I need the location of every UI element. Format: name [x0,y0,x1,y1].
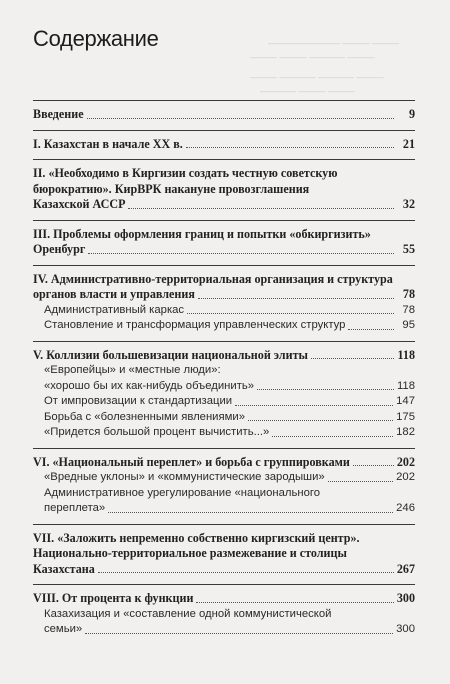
chapter-entry-title: Казахской АССР [33,197,126,211]
chapter-entry-page-number: 55 [402,242,415,256]
chapter-entry-row [33,107,415,123]
subsection-entry-page-number: 182 [396,426,415,438]
subsection-entry [33,410,415,426]
subsection-entry [33,394,415,410]
chapter-entry-title: VIII. От процента к функции [33,591,194,605]
subsection-entry-row [44,303,415,319]
subsection-entry-row [44,379,415,395]
toc-section [33,524,415,585]
chapter-entry [33,591,415,607]
chapter-entry-row [33,137,415,153]
dot-leader [328,481,393,482]
subsection-entry-row [44,410,415,426]
dot-leader [128,208,394,209]
toc-section [33,220,415,265]
subsection-entry-title: семьи» [44,623,83,635]
dot-leader [85,633,393,634]
subsection-entry-page-number: 95 [402,319,415,331]
subsection-entry-title: «хорошо бы их как-нибудь объединить» [44,379,255,392]
subsection-entry-row [44,470,415,486]
chapter-entry-page-number: 118 [397,347,415,362]
dot-leader [196,602,393,603]
subsection-entry-title: «Придется большой процент вычистить...» [44,426,270,438]
chapter-entry-title: Оренбург [33,242,86,256]
subsection-entry-row [44,622,415,638]
dot-leader [198,298,394,299]
chapter-entry-row [33,455,415,471]
dot-leader [187,313,394,314]
subsection-entry [33,486,415,517]
chapter-entry-title: I. Казахстан в начале XX в. [33,136,183,151]
chapter-entry-page-number: 267 [396,561,415,576]
toc-section [33,265,415,341]
chapter-entry-title-line: II. «Необходимо в Киргизии создать честную советскую [33,166,338,180]
chapter-entry-page-number: 202 [396,454,415,469]
subsection-entry-title: Борьба с «болезненными явлениями» [44,410,245,423]
subsection-entry [33,318,415,334]
page-title: Содержание [33,26,159,51]
dot-leader [257,389,394,390]
chapter-entry-row [33,348,415,364]
subsection-entry-row [44,394,415,410]
toc-section [33,341,415,448]
chapter-entry-title: V. Коллизии большевизации национальной элиты [33,347,308,362]
chapter-entry-page-number: 300 [396,591,415,605]
dot-leader [88,253,394,254]
chapter-entry-row [33,591,415,607]
toc-section [33,448,415,524]
subsection-entry-row [44,501,415,517]
subsection-entry-title: Административный каркас [44,303,185,316]
subsection-entry-page-number: 246 [396,502,415,514]
subsection-entry [33,303,415,319]
bleed-through-text: ———— ——— ——— [260,86,356,96]
subsection-entry-page-number: 175 [396,410,415,423]
chapter-entry-page-number: 21 [402,136,415,151]
subsection-entry-page-number: 118 [396,379,415,392]
subsection-entry-row [44,425,415,441]
subsection-entry-title: От импровизации к стандартизации [44,395,233,407]
chapter-entry-row [33,287,415,303]
chapter-entry-title: Казахстана [33,561,95,576]
dot-leader [272,436,393,437]
chapter-entry-row [33,242,415,258]
chapter-entry-page-number: 32 [402,197,415,211]
chapter-entry-title-line: бюрократию». КирВРК накануне провозглашения [33,181,310,196]
subsection-entry-page-number: 147 [396,395,415,407]
chapter-entry [33,166,415,213]
subsection-entry [33,425,415,441]
subsection-entry [33,607,415,638]
dot-leader [348,329,394,330]
chapter-entry-title: Введение [33,107,84,121]
dot-leader [353,465,394,466]
subsection-entry-title: «Вредные уклоны» и «коммунистические зародыши» [44,471,325,483]
toc-section [33,130,415,160]
dot-leader [108,512,393,513]
chapter-entry-title-line: VII. «Заложить непременно собственно киргизский центр». [33,530,360,545]
chapter-entry [33,455,415,471]
chapter-entry [33,348,415,364]
chapter-entry [33,272,415,303]
dot-leader [186,147,394,148]
dot-leader [248,420,393,421]
chapter-entry [33,107,415,123]
subsection-entry [33,470,415,486]
bleed-through-text: ———————— ——— ——— [268,38,400,48]
subsection-entry-page-number: 202 [396,471,415,483]
chapter-entry-page-number: 78 [402,287,415,301]
chapter-entry [33,531,415,578]
subsection-entry-title-line: «Европейцы» и «местные люди»: [44,364,221,376]
dot-leader [311,358,394,359]
chapter-entry-title-line: III. Проблемы оформления границ и попытки «обкиргизить» [33,226,371,241]
chapter-entry-title: органов власти и управления [33,287,195,301]
dot-leader [98,572,394,573]
toc-section [33,159,415,220]
toc-section [33,100,415,130]
subsection-entry-page-number: 300 [396,623,415,635]
subsection-entry-row [44,318,415,334]
chapter-entry-page-number: 9 [408,107,415,121]
subsection-entry-title-line: Административное урегулирование «национального [44,486,321,499]
subsection-entry-title: Становление и трансформация управленческих структур [44,319,346,331]
table-of-contents [33,100,415,645]
bleed-through-text: ——— ——— ———— ——— [250,52,375,62]
chapter-entry-title: VI. «Национальный переплет» и борьба с группировками [33,454,350,469]
dot-leader [235,405,393,406]
dot-leader [87,118,394,119]
chapter-entry-row [33,197,415,213]
subsection-entry-title: переплета» [44,502,106,514]
subsection-entry-title-line: Казахизация и «составление одной коммунистической [44,607,332,620]
chapter-entry-title-line: Национально-территориальное размежевание и столицы [33,546,347,560]
toc-section [33,584,415,645]
chapter-entry [33,227,415,258]
subsection-entry-page-number: 78 [402,303,415,316]
bleed-through-text: ——— ———— ———— ——— [250,72,384,82]
chapter-entry [33,137,415,153]
subsection-entry [33,363,415,394]
chapter-entry-row [33,562,415,578]
chapter-entry-title-line: IV. Административно-территориальная организация и структура [33,271,393,286]
